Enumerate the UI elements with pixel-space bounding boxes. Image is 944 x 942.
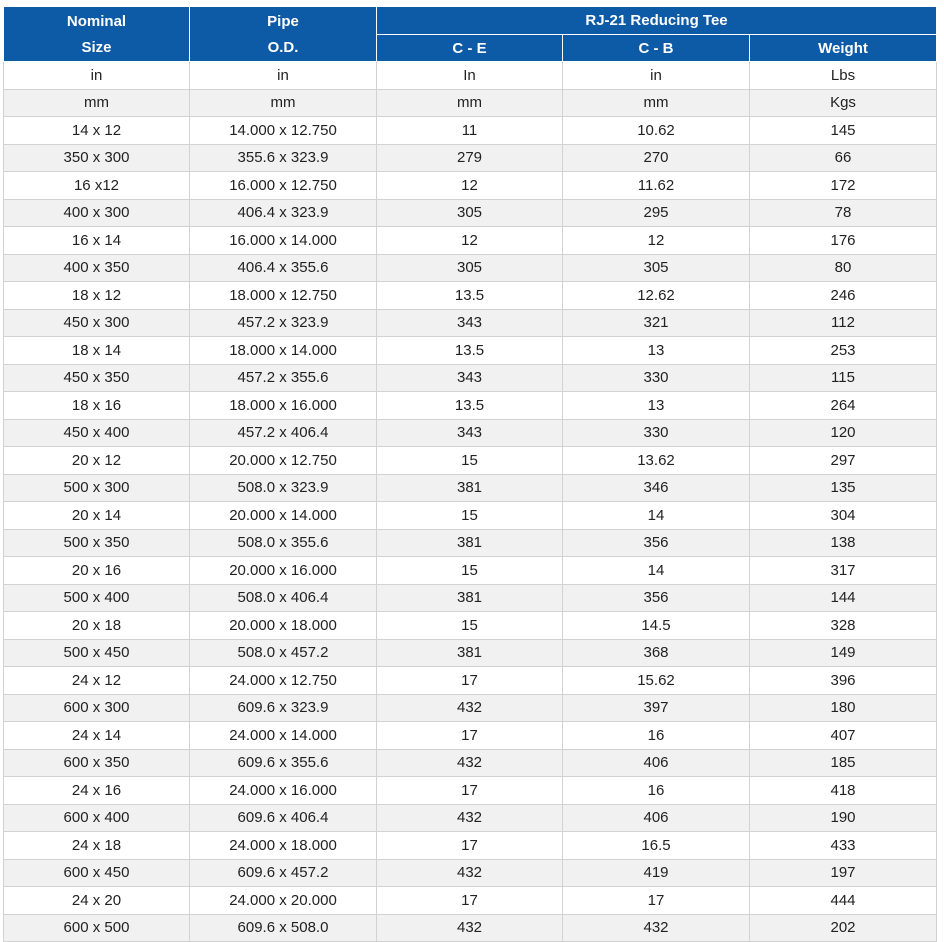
ce-cell: 17 xyxy=(377,777,563,805)
ce-cell: 13.5 xyxy=(377,337,563,365)
cb-cell: in xyxy=(563,62,750,90)
weight-cell: 444 xyxy=(750,887,937,915)
cb-cell: 397 xyxy=(563,694,750,722)
weight-cell: 297 xyxy=(750,447,937,475)
weight-cell: 138 xyxy=(750,529,937,557)
weight-cell: 190 xyxy=(750,804,937,832)
weight-cell: 197 xyxy=(750,859,937,887)
table-row xyxy=(4,227,937,255)
cb-cell: 356 xyxy=(563,529,750,557)
nominal-size-cell: 24 x 12 xyxy=(4,667,190,695)
table-row xyxy=(4,447,937,475)
ce-cell: 15 xyxy=(377,557,563,585)
nominal-size-cell: 600 x 500 xyxy=(4,914,190,942)
table-row xyxy=(4,364,937,392)
ce-cell: In xyxy=(377,62,563,90)
cb-cell: 368 xyxy=(563,639,750,667)
nominal-size-cell: 24 x 16 xyxy=(4,777,190,805)
table-row xyxy=(4,557,937,585)
nominal-size-cell: 500 x 400 xyxy=(4,584,190,612)
weight-cell: 176 xyxy=(750,227,937,255)
ce-cell: 12 xyxy=(377,227,563,255)
cb-cell: 17 xyxy=(563,887,750,915)
table-row xyxy=(4,419,937,447)
weight-cell: 120 xyxy=(750,419,937,447)
nominal-size-cell: 600 x 450 xyxy=(4,859,190,887)
ce-cell: 343 xyxy=(377,419,563,447)
cb-cell: 14.5 xyxy=(563,612,750,640)
pipe-od-cell: 16.000 x 12.750 xyxy=(190,172,377,200)
ce-cell: 432 xyxy=(377,859,563,887)
table-row xyxy=(4,777,937,805)
nominal-size-cell: 350 x 300 xyxy=(4,144,190,172)
table-row xyxy=(4,749,937,777)
weight-cell: 304 xyxy=(750,502,937,530)
pipe-od-cell: 609.6 x 406.4 xyxy=(190,804,377,832)
weight-cell: 246 xyxy=(750,282,937,310)
cb-cell: 12 xyxy=(563,227,750,255)
cb-cell: 13 xyxy=(563,392,750,420)
weight-cell: 185 xyxy=(750,749,937,777)
table-row xyxy=(4,117,937,145)
ce-cell: 305 xyxy=(377,254,563,282)
pipe-od-cell: 609.6 x 508.0 xyxy=(190,914,377,942)
nominal-size-cell: 500 x 450 xyxy=(4,639,190,667)
pipe-od-cell: 20.000 x 14.000 xyxy=(190,502,377,530)
pipe-od-cell: 406.4 x 355.6 xyxy=(190,254,377,282)
table-row xyxy=(4,584,937,612)
table-row xyxy=(4,144,937,172)
ce-cell: mm xyxy=(377,89,563,117)
pipe-od-header xyxy=(190,7,377,62)
nominal-size-cell: 450 x 300 xyxy=(4,309,190,337)
table-row xyxy=(4,282,937,310)
nominal-size-cell: 18 x 16 xyxy=(4,392,190,420)
pipe-od-cell: 18.000 x 16.000 xyxy=(190,392,377,420)
pipe-od-cell: 20.000 x 18.000 xyxy=(190,612,377,640)
table-row xyxy=(4,639,937,667)
weight-cell: 328 xyxy=(750,612,937,640)
reducing-tee-table xyxy=(3,6,937,942)
nominal-size-cell: 400 x 350 xyxy=(4,254,190,282)
ce-cell: 12 xyxy=(377,172,563,200)
weight-cell: 172 xyxy=(750,172,937,200)
pipe-od-cell: 406.4 x 323.9 xyxy=(190,199,377,227)
weight-cell: 112 xyxy=(750,309,937,337)
table-row xyxy=(4,254,937,282)
nominal-size-cell: 500 x 350 xyxy=(4,529,190,557)
ce-cell: 15 xyxy=(377,447,563,475)
nominal-size-header xyxy=(4,7,190,62)
table-row xyxy=(4,337,937,365)
pipe-od-cell: 508.0 x 355.6 xyxy=(190,529,377,557)
weight-cell: 396 xyxy=(750,667,937,695)
pipe-od-cell: 609.6 x 457.2 xyxy=(190,859,377,887)
cb-cell: 13 xyxy=(563,337,750,365)
table-body xyxy=(4,62,937,942)
pipe-od-cell: 20.000 x 16.000 xyxy=(190,557,377,585)
nominal-size-cell: 450 x 400 xyxy=(4,419,190,447)
nominal-size-cell: 18 x 12 xyxy=(4,282,190,310)
cb-cell: 12.62 xyxy=(563,282,750,310)
cb-cell: 406 xyxy=(563,749,750,777)
cb-cell: 295 xyxy=(563,199,750,227)
nominal-size-cell: 20 x 18 xyxy=(4,612,190,640)
pipe-od-cell: 609.6 x 355.6 xyxy=(190,749,377,777)
pipe-od-cell: 16.000 x 14.000 xyxy=(190,227,377,255)
table-row xyxy=(4,804,937,832)
cb-cell: 321 xyxy=(563,309,750,337)
nominal-size-cell: 16 x 14 xyxy=(4,227,190,255)
ce-cell: 381 xyxy=(377,639,563,667)
ce-cell: 13.5 xyxy=(377,392,563,420)
pipe-od-cell: 24.000 x 16.000 xyxy=(190,777,377,805)
weight-cell: 202 xyxy=(750,914,937,942)
table-row xyxy=(4,529,937,557)
table-row xyxy=(4,309,937,337)
cb-cell: 16.5 xyxy=(563,832,750,860)
ce-cell: 432 xyxy=(377,749,563,777)
table-row xyxy=(4,502,937,530)
table-row xyxy=(4,62,937,90)
ce-cell: 381 xyxy=(377,529,563,557)
cb-header: C - B xyxy=(563,35,750,62)
nominal-size-cell: 18 x 14 xyxy=(4,337,190,365)
table-row xyxy=(4,914,937,942)
ce-cell: 17 xyxy=(377,832,563,860)
table-row xyxy=(4,722,937,750)
ce-cell: 305 xyxy=(377,199,563,227)
table-header xyxy=(4,7,937,62)
table-row xyxy=(4,832,937,860)
ce-cell: 381 xyxy=(377,474,563,502)
pipe-od-cell: 18.000 x 14.000 xyxy=(190,337,377,365)
ce-cell: 11 xyxy=(377,117,563,145)
weight-cell: 418 xyxy=(750,777,937,805)
cb-cell: 356 xyxy=(563,584,750,612)
ce-cell: 432 xyxy=(377,694,563,722)
weight-cell: 407 xyxy=(750,722,937,750)
cb-cell: 14 xyxy=(563,557,750,585)
ce-header: C - E xyxy=(377,35,563,62)
cb-cell: 10.62 xyxy=(563,117,750,145)
ce-cell: 17 xyxy=(377,722,563,750)
nominal-size-cell: 20 x 12 xyxy=(4,447,190,475)
pipe-od-cell: 24.000 x 18.000 xyxy=(190,832,377,860)
cb-cell: 305 xyxy=(563,254,750,282)
cb-cell: 346 xyxy=(563,474,750,502)
ce-cell: 432 xyxy=(377,804,563,832)
table-row xyxy=(4,612,937,640)
nominal-size-header-top: Nominal xyxy=(66,12,127,30)
nominal-size-cell: 24 x 20 xyxy=(4,887,190,915)
nominal-size-cell: 500 x 300 xyxy=(4,474,190,502)
table-row xyxy=(4,859,937,887)
table-row xyxy=(4,89,937,117)
table-row xyxy=(4,392,937,420)
ce-cell: 17 xyxy=(377,667,563,695)
pipe-od-cell: 508.0 x 457.2 xyxy=(190,639,377,667)
cb-cell: 13.62 xyxy=(563,447,750,475)
weight-cell: 264 xyxy=(750,392,937,420)
pipe-od-cell: 457.2 x 323.9 xyxy=(190,309,377,337)
pipe-od-cell: in xyxy=(190,62,377,90)
pipe-od-cell: 457.2 x 355.6 xyxy=(190,364,377,392)
nominal-size-header-bottom: Size xyxy=(81,38,112,56)
pipe-od-cell: 355.6 x 323.9 xyxy=(190,144,377,172)
weight-cell: 180 xyxy=(750,694,937,722)
cb-cell: 11.62 xyxy=(563,172,750,200)
weight-cell: 317 xyxy=(750,557,937,585)
ce-cell: 343 xyxy=(377,309,563,337)
cb-cell: 432 xyxy=(563,914,750,942)
cb-cell: 406 xyxy=(563,804,750,832)
ce-cell: 13.5 xyxy=(377,282,563,310)
pipe-od-cell: 24.000 x 14.000 xyxy=(190,722,377,750)
pipe-od-header-top: Pipe xyxy=(267,12,299,30)
cb-cell: 330 xyxy=(563,419,750,447)
weight-cell: 433 xyxy=(750,832,937,860)
weight-cell: 66 xyxy=(750,144,937,172)
weight-cell: 253 xyxy=(750,337,937,365)
cb-cell: 419 xyxy=(563,859,750,887)
weight-cell: 144 xyxy=(750,584,937,612)
nominal-size-cell: 600 x 300 xyxy=(4,694,190,722)
pipe-od-cell: 457.2 x 406.4 xyxy=(190,419,377,447)
pipe-od-cell: 14.000 x 12.750 xyxy=(190,117,377,145)
pipe-od-cell: 508.0 x 406.4 xyxy=(190,584,377,612)
pipe-od-cell: 508.0 x 323.9 xyxy=(190,474,377,502)
ce-cell: 15 xyxy=(377,612,563,640)
table-row xyxy=(4,172,937,200)
nominal-size-cell: 20 x 16 xyxy=(4,557,190,585)
ce-cell: 343 xyxy=(377,364,563,392)
pipe-od-cell: 609.6 x 323.9 xyxy=(190,694,377,722)
nominal-size-cell: 600 x 400 xyxy=(4,804,190,832)
nominal-size-cell: 16 x12 xyxy=(4,172,190,200)
nominal-size-cell: 400 x 300 xyxy=(4,199,190,227)
cb-cell: 15.62 xyxy=(563,667,750,695)
cb-cell: 14 xyxy=(563,502,750,530)
nominal-size-cell: 600 x 350 xyxy=(4,749,190,777)
weight-cell: 115 xyxy=(750,364,937,392)
ce-cell: 17 xyxy=(377,887,563,915)
table-row xyxy=(4,474,937,502)
nominal-size-cell: 20 x 14 xyxy=(4,502,190,530)
weight-cell: Lbs xyxy=(750,62,937,90)
nominal-size-cell: 24 x 18 xyxy=(4,832,190,860)
ce-cell: 432 xyxy=(377,914,563,942)
nominal-size-cell: 450 x 350 xyxy=(4,364,190,392)
cb-cell: 16 xyxy=(563,722,750,750)
cb-cell: 270 xyxy=(563,144,750,172)
pipe-od-cell: 18.000 x 12.750 xyxy=(190,282,377,310)
weight-cell: 145 xyxy=(750,117,937,145)
pipe-od-cell: 20.000 x 12.750 xyxy=(190,447,377,475)
ce-cell: 15 xyxy=(377,502,563,530)
pipe-od-cell: mm xyxy=(190,89,377,117)
cb-cell: mm xyxy=(563,89,750,117)
reducing-tee-group-header: RJ-21 Reducing Tee xyxy=(377,7,937,35)
pipe-od-header-bottom: O.D. xyxy=(267,38,299,56)
nominal-size-cell: 14 x 12 xyxy=(4,117,190,145)
cb-cell: 330 xyxy=(563,364,750,392)
pipe-od-cell: 24.000 x 20.000 xyxy=(190,887,377,915)
weight-cell: Kgs xyxy=(750,89,937,117)
table-row xyxy=(4,667,937,695)
weight-cell: 80 xyxy=(750,254,937,282)
pipe-od-cell: 24.000 x 12.750 xyxy=(190,667,377,695)
nominal-size-cell: 24 x 14 xyxy=(4,722,190,750)
table-row xyxy=(4,199,937,227)
cb-cell: 16 xyxy=(563,777,750,805)
table-row xyxy=(4,694,937,722)
weight-cell: 78 xyxy=(750,199,937,227)
weight-header: Weight xyxy=(750,35,937,62)
ce-cell: 381 xyxy=(377,584,563,612)
weight-cell: 135 xyxy=(750,474,937,502)
ce-cell: 279 xyxy=(377,144,563,172)
weight-cell: 149 xyxy=(750,639,937,667)
nominal-size-cell: in xyxy=(4,62,190,90)
nominal-size-cell: mm xyxy=(4,89,190,117)
table-row xyxy=(4,887,937,915)
